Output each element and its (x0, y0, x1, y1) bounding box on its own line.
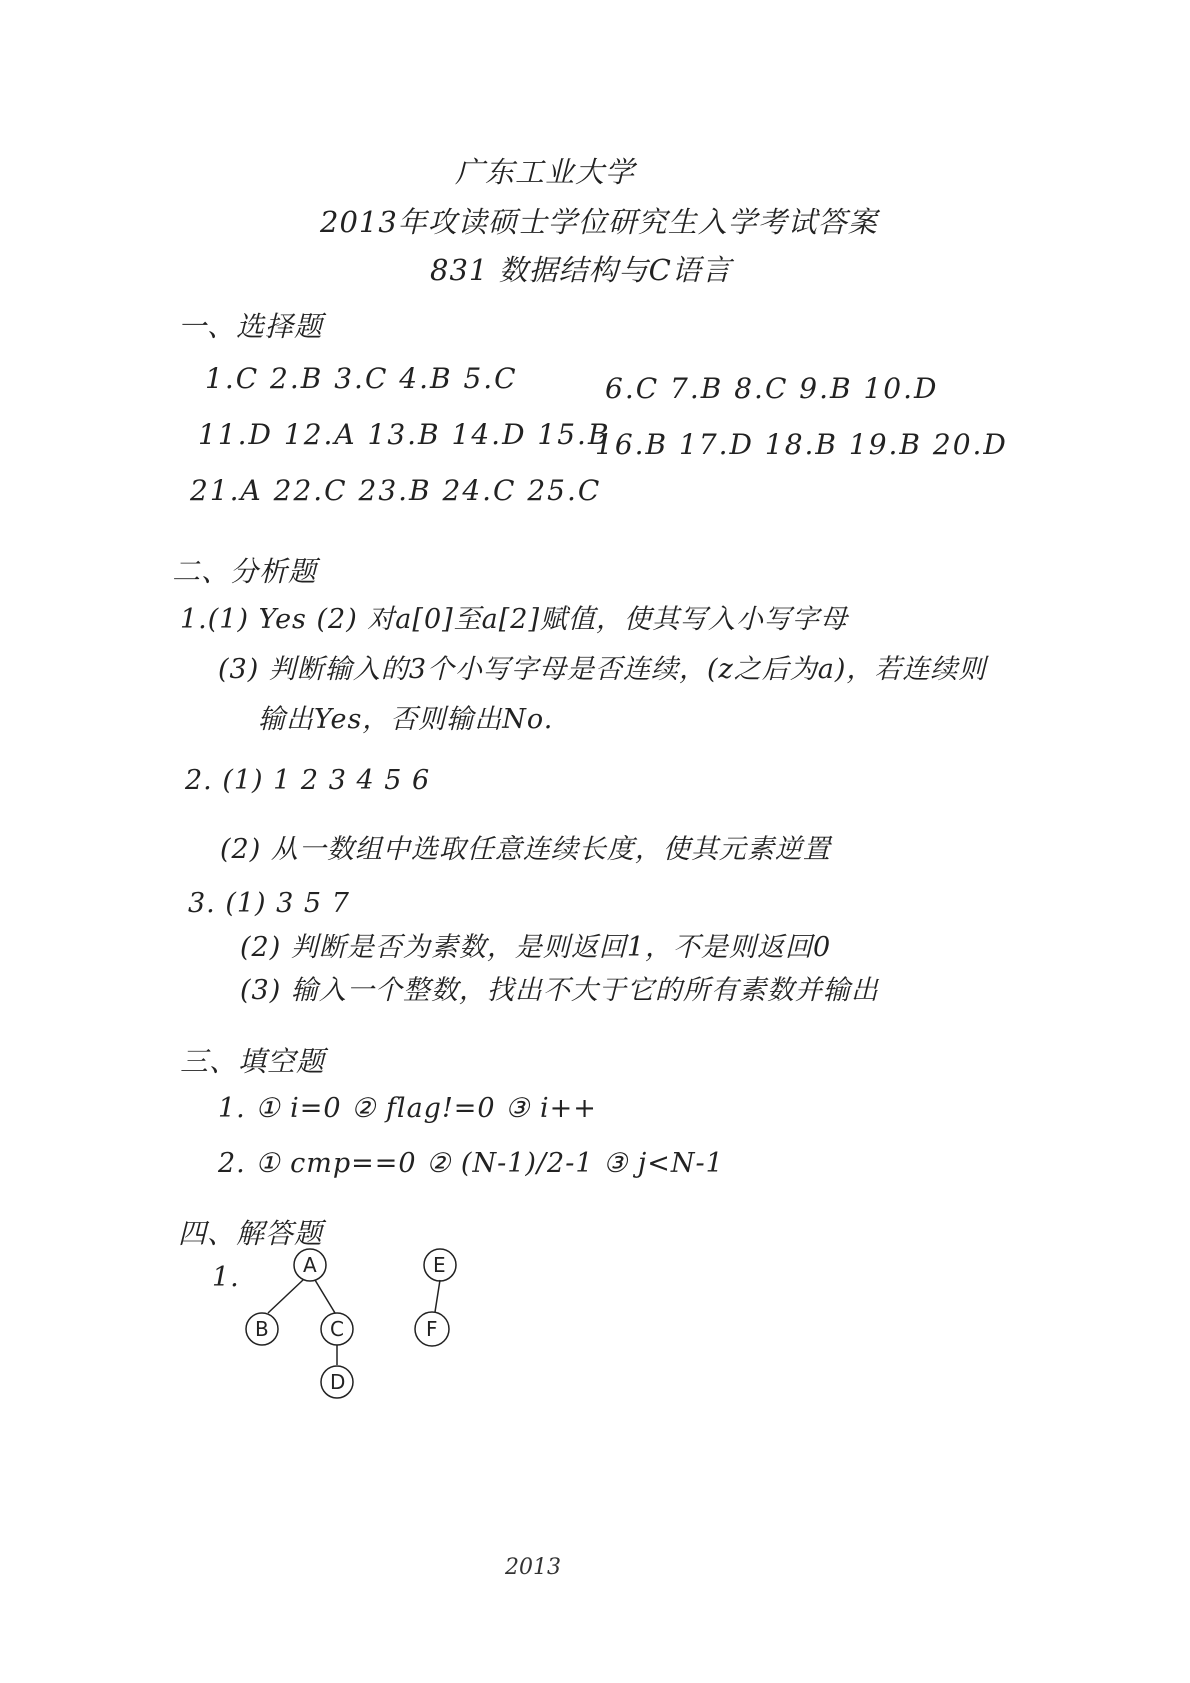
section-4-heading: 四、解答题 (178, 1217, 324, 1250)
tree-label-f: F (426, 1317, 438, 1341)
analysis-q2-line1: 2. (1) 1 2 3 4 5 6 (185, 765, 431, 796)
analysis-q3-line1: 3. (1) 3 5 7 (188, 888, 350, 919)
analysis-q2-line2: (2) 从一数组中选取任意连续长度，使其元素逆置 (220, 834, 831, 865)
analysis-q3-line2: (2) 判断是否为素数，是则返回1，不是则返回0 (240, 932, 832, 963)
tree-label-a: A (303, 1253, 317, 1277)
analysis-q3-line3: (3) 输入一个整数，找出不大于它的所有素数并输出 (240, 975, 879, 1006)
answer-row-1a: 1.C 2.B 3.C 4.B 5.C (205, 362, 518, 395)
fill-blank-q2: 2. ① cmp==0 ② (N-1)/2-1 ③ j<N-1 (218, 1148, 724, 1179)
solution-q1-label: 1. (212, 1262, 240, 1293)
answer-row-2b: 16.B 17.D 18.B 19.B 20.D (595, 428, 1008, 461)
page-number: 2013 (505, 1555, 561, 1580)
answer-row-3: 21.A 22.C 23.B 24.C 25.C (190, 474, 602, 507)
section-2-heading: 二、分析题 (172, 555, 318, 588)
subject-title: 831 数据结构与C语言 (430, 253, 732, 287)
tree-label-d: D (330, 1370, 346, 1394)
analysis-q1-line3: 输出Yes，否则输出No. (258, 704, 554, 735)
analysis-q1-line2: (3) 判断输入的3个小写字母是否连续，(z之后为a)，若连续则 (218, 654, 987, 685)
answer-row-1b: 6.C 7.B 8.C 9.B 10.D (605, 372, 939, 405)
school-title: 广东工业大学 (455, 155, 636, 189)
edge-a-c (315, 1280, 335, 1313)
tree-label-c: C (330, 1317, 344, 1341)
exam-title: 2013年攻读硕士学位研究生入学考试答案 (320, 205, 878, 239)
edge-a-b (268, 1280, 303, 1313)
section-3-heading: 三、填空题 (180, 1045, 326, 1078)
tree-label-b: B (255, 1317, 269, 1341)
binary-tree-diagram (200, 1245, 480, 1415)
section-1-heading: 一、选择题 (178, 310, 324, 343)
analysis-q1-line1: 1.(1) Yes (2) 对a[0]至a[2]赋值，使其写入小写字母 (180, 604, 848, 635)
fill-blank-q1: 1. ① i=0 ② flag!=0 ③ i++ (218, 1093, 597, 1124)
edge-e-f (435, 1280, 440, 1312)
tree-label-e: E (433, 1253, 446, 1277)
answer-row-2a: 11.D 12.A 13.B 14.D 15.B (198, 418, 611, 451)
